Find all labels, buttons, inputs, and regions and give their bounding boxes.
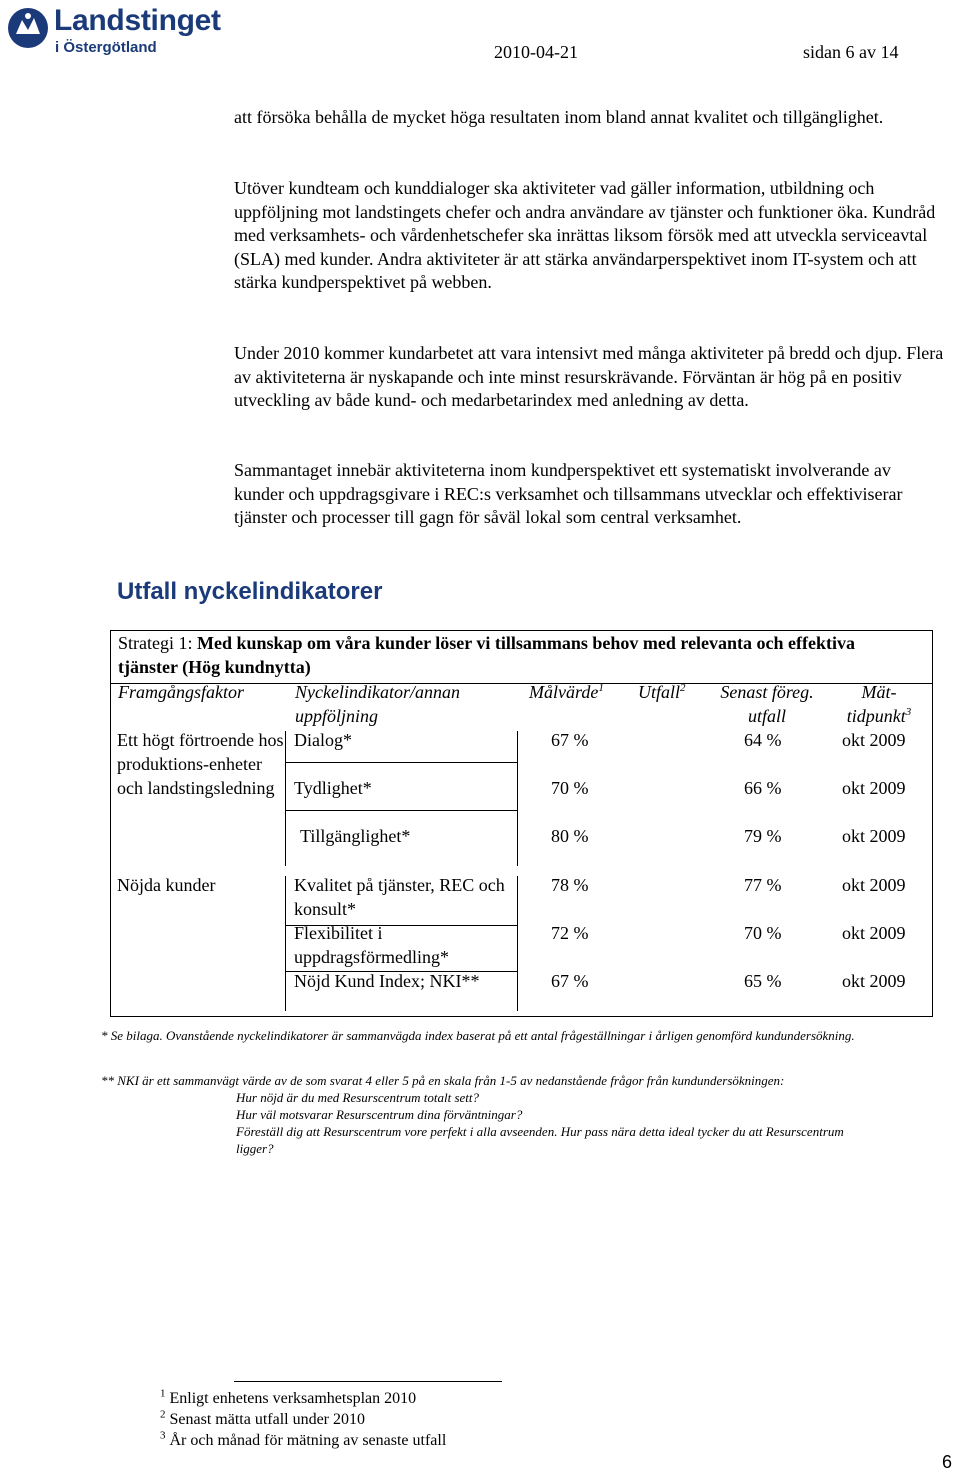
header-previous-line2: utfall bbox=[747, 706, 786, 726]
header-page-label: sidan 6 av 14 bbox=[803, 42, 899, 62]
footnote-2-text: Senast mätta utfall under 2010 bbox=[169, 1411, 366, 1428]
measured-cell: okt 2009 bbox=[842, 730, 906, 750]
previous-cell: 64 % bbox=[744, 730, 782, 750]
target-cell: 72 % bbox=[551, 923, 589, 943]
note-index: * Se bilaga. Ovanstående nyckelindikatorer är sammanvägda index baserat på ett antal frågeställningar i årligen genomförd kundundersökning. bbox=[101, 1028, 855, 1043]
measured-cell: okt 2009 bbox=[842, 875, 906, 895]
paragraph-3: Under 2010 kommer kundarbetet att vara intensivt med många aktiviteter på bredd och djup. Flera av aktiviteterna är nyskapande och inte minst resurskrävande. Förväntan är hög på en positiv utveckling av både kund- och medarbetarindex med anledning av detta. bbox=[234, 343, 944, 410]
target-cell: 67 % bbox=[551, 730, 589, 750]
measured-cell: okt 2009 bbox=[842, 826, 906, 846]
header-indicator: Nyckelindikator/annan uppföljning bbox=[295, 682, 460, 726]
target-cell: 80 % bbox=[551, 826, 589, 846]
indicator-cell: Flexibilitet i uppdragsförmedling* bbox=[294, 923, 449, 967]
footnote-1 bbox=[160, 1389, 416, 1409]
indicator-cell: Kvalitet på tjänster, REC och konsult* bbox=[294, 875, 505, 919]
header-previous bbox=[711, 680, 823, 728]
previous-cell: 77 % bbox=[744, 875, 782, 895]
column-divider bbox=[285, 876, 286, 1011]
paragraph-2: Utöver kundteam och kunddialoger ska aktiviteter vad gäller information, utbildning och uppföljning mot landstingets chefer och andra användare av tjänster och funktioner öka. Kundråd med verksamhets- och vårdenhetschefer ska inrättas liksom försök med att utveckla serviceavtal (SLA) med kunder. Andra aktiviteter är att stärka användarperspektivet inom IT-system och att stärka kundperspektivet på webben. bbox=[234, 178, 936, 292]
landstinget-logo-icon bbox=[6, 6, 50, 50]
header-target-label: Målvärde bbox=[529, 682, 599, 702]
note-question-3: Föreställ dig att Resurscentrum vore perfekt i alla avseenden. Hur pass nära detta ideal tycker du att Resurscentrum ligger? bbox=[236, 1124, 844, 1156]
factor-cell: Nöjda kunder bbox=[117, 875, 216, 895]
header-date: 2010-04-21 bbox=[494, 42, 578, 62]
column-divider bbox=[517, 731, 518, 866]
indicator-cell: Nöjd Kund Index; NKI** bbox=[294, 971, 480, 991]
footnote-3 bbox=[160, 1431, 446, 1451]
previous-cell: 65 % bbox=[744, 971, 782, 991]
indicator-cell: Tydlighet* bbox=[294, 778, 372, 798]
footnote-1-text: Enligt enhetens verksamhetsplan 2010 bbox=[169, 1390, 417, 1407]
header-factor: Framgångsfaktor bbox=[118, 682, 244, 702]
strategy-prefix: Strategi 1: bbox=[118, 633, 197, 653]
header-outcome bbox=[638, 680, 686, 704]
previous-cell: 70 % bbox=[744, 923, 782, 943]
header-measured bbox=[829, 680, 929, 728]
header-measured-sup: 3 bbox=[905, 706, 912, 718]
column-divider bbox=[285, 731, 286, 866]
header-previous-line1: Senast föreg. bbox=[720, 682, 814, 702]
section-heading: Utfall nyckelindikatorer bbox=[117, 578, 383, 605]
footnote-2 bbox=[160, 1410, 365, 1430]
note-question-1: Hur nöjd är du med Resurscentrum totalt sett? bbox=[236, 1090, 480, 1105]
header-measured-line2: tidpunkt bbox=[846, 706, 906, 726]
factor-cell: Ett högt förtroende hos produktions-enheter och landstingsledning bbox=[117, 730, 284, 798]
header-target-sup: 1 bbox=[598, 682, 604, 694]
previous-cell: 79 % bbox=[744, 826, 782, 846]
logo-subtitle: i Östergötland bbox=[55, 39, 157, 56]
paragraph-4: Sammantaget innebär aktiviteterna inom kundperspektivet ett systematiskt involverande av kunder och uppdragsgivare i REC:s verksamhet och tillsammans utvecklar och effektiviserar tjänster och processer till gagn för såväl lokal som central verksamhet. bbox=[234, 460, 903, 527]
measured-cell: okt 2009 bbox=[842, 923, 906, 943]
page-number: 6 bbox=[942, 1452, 953, 1472]
footnote-1-number: 1 bbox=[160, 1387, 166, 1400]
strategy-title: Med kunskap om våra kunder löser vi tillsammans behov med relevanta och effektiva tjänster (Hög kundnytta) bbox=[118, 633, 856, 677]
strategy-heading bbox=[118, 631, 908, 679]
paragraph-1: att försöka behålla de mycket höga resultaten inom bland annat kvalitet och tillgänglighet. bbox=[234, 107, 884, 127]
note-question-2: Hur väl motsvarar Resurscentrum dina förväntningar? bbox=[236, 1107, 523, 1122]
footnote-separator bbox=[234, 1381, 502, 1382]
kpi-table bbox=[110, 630, 933, 1017]
header-measured-line1: Mät- bbox=[861, 682, 897, 702]
note-nki: ** NKI är ett sammanvägt värde av de som svarat 4 eller 5 på en skala från 1-5 av nedanstående frågor från kundundersökningen: bbox=[101, 1073, 785, 1088]
header-target bbox=[529, 680, 604, 704]
indicator-cell: Dialog* bbox=[294, 730, 352, 750]
row-divider bbox=[285, 810, 517, 811]
logo bbox=[6, 6, 246, 58]
indicator-cell: Tillgänglighet* bbox=[300, 826, 411, 846]
header-outcome-label: Utfall bbox=[638, 682, 681, 702]
target-cell: 67 % bbox=[551, 971, 589, 991]
target-cell: 70 % bbox=[551, 778, 589, 798]
measured-cell: okt 2009 bbox=[842, 971, 906, 991]
column-divider bbox=[517, 876, 518, 1011]
footnote-2-number: 2 bbox=[160, 1408, 166, 1421]
logo-name: Landstinget bbox=[54, 4, 221, 37]
footnote-3-number: 3 bbox=[160, 1429, 166, 1442]
target-cell: 78 % bbox=[551, 875, 589, 895]
header-outcome-sup: 2 bbox=[680, 682, 686, 694]
previous-cell: 66 % bbox=[744, 778, 782, 798]
measured-cell: okt 2009 bbox=[842, 778, 906, 798]
row-divider bbox=[285, 762, 517, 763]
footnote-3-text: År och månad för mätning av senaste utfall bbox=[169, 1432, 447, 1449]
